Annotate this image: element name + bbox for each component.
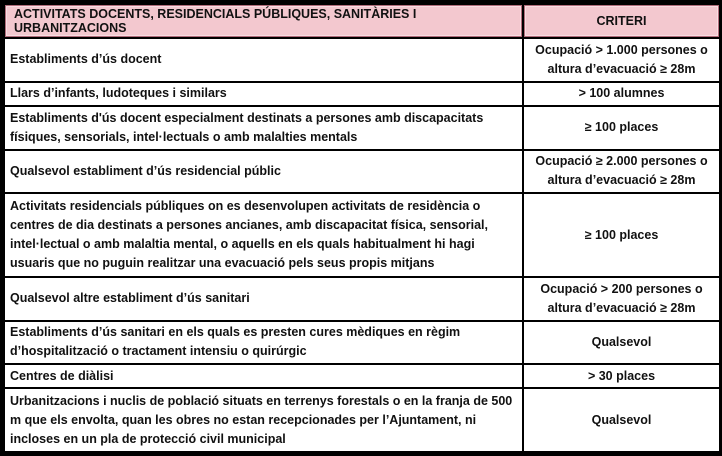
activity-cell: Qualsevol establiment d’ús residencial públic <box>5 151 522 193</box>
table-row <box>5 194 719 275</box>
criterion-cell: ≥ 100 places <box>524 107 719 149</box>
table-row <box>5 389 719 451</box>
activity-cell: Centres de diàlisi <box>5 365 522 387</box>
activity-cell: Establiments d’ús sanitari en els quals es presten cures mèdiques en règim d’hospitalització o tractament intensiu o quirúrgic <box>5 322 522 364</box>
criterion-column-header: CRITERI <box>524 5 719 37</box>
criterion-cell: Ocupació ≥ 2.000 persones o altura d’evacuació ≥ 28m <box>524 151 719 193</box>
table-row <box>5 151 719 193</box>
criterion-cell: ≥ 100 places <box>524 194 719 275</box>
criterion-cell: Qualsevol <box>524 389 719 451</box>
table-row <box>5 365 719 387</box>
activity-cell: Activitats residencials públiques on es desenvolupen activitats de residència o centres de dia destinats a persones ancianes, amb discapacitat física, sensorial, intel·lectual o amb malaltia mental, o aquells en els quals habitualment hi hagi usuaris que no puguin realitzar una evacuació pels seus propis mitjans <box>5 194 522 275</box>
table-row <box>5 278 719 320</box>
activity-cell: Establiments d'ús docent especialment destinats a persones amb discapacitats físiques, sensorials, intel·lectuals o amb malalties mentals <box>5 107 522 149</box>
activity-cell: Qualsevol altre establiment d’ús sanitari <box>5 278 522 320</box>
activity-cell: Establiments d’ús docent <box>5 39 522 81</box>
activity-cell: Llars d’infants, ludoteques i similars <box>5 83 522 105</box>
table-row <box>5 83 719 105</box>
criterion-cell: > 30 places <box>524 365 719 387</box>
criterion-cell: Ocupació > 1.000 persones o altura d’evacuació ≥ 28m <box>524 39 719 81</box>
activity-cell: Urbanitzacions i nuclis de població situats en terrenys forestals o en la franja de 500 m que els envolta, quan les obres no estan recepcionades per l’Ajuntament, ni incloses en un pla de protecció civil municipal <box>5 389 522 451</box>
criterion-cell: Qualsevol <box>524 322 719 364</box>
table-row <box>5 39 719 81</box>
activity-column-header: ACTIVITATS DOCENTS, RESIDENCIALS PÚBLIQUES, SANITÀRIES I URBANITZACIONS <box>5 5 522 37</box>
criterion-cell: > 100 alumnes <box>524 83 719 105</box>
table-row <box>5 322 719 364</box>
criteria-table <box>3 3 721 453</box>
criterion-cell: Ocupació > 200 persones o altura d’evacuació ≥ 28m <box>524 278 719 320</box>
header-row <box>5 5 719 37</box>
table-row <box>5 107 719 149</box>
